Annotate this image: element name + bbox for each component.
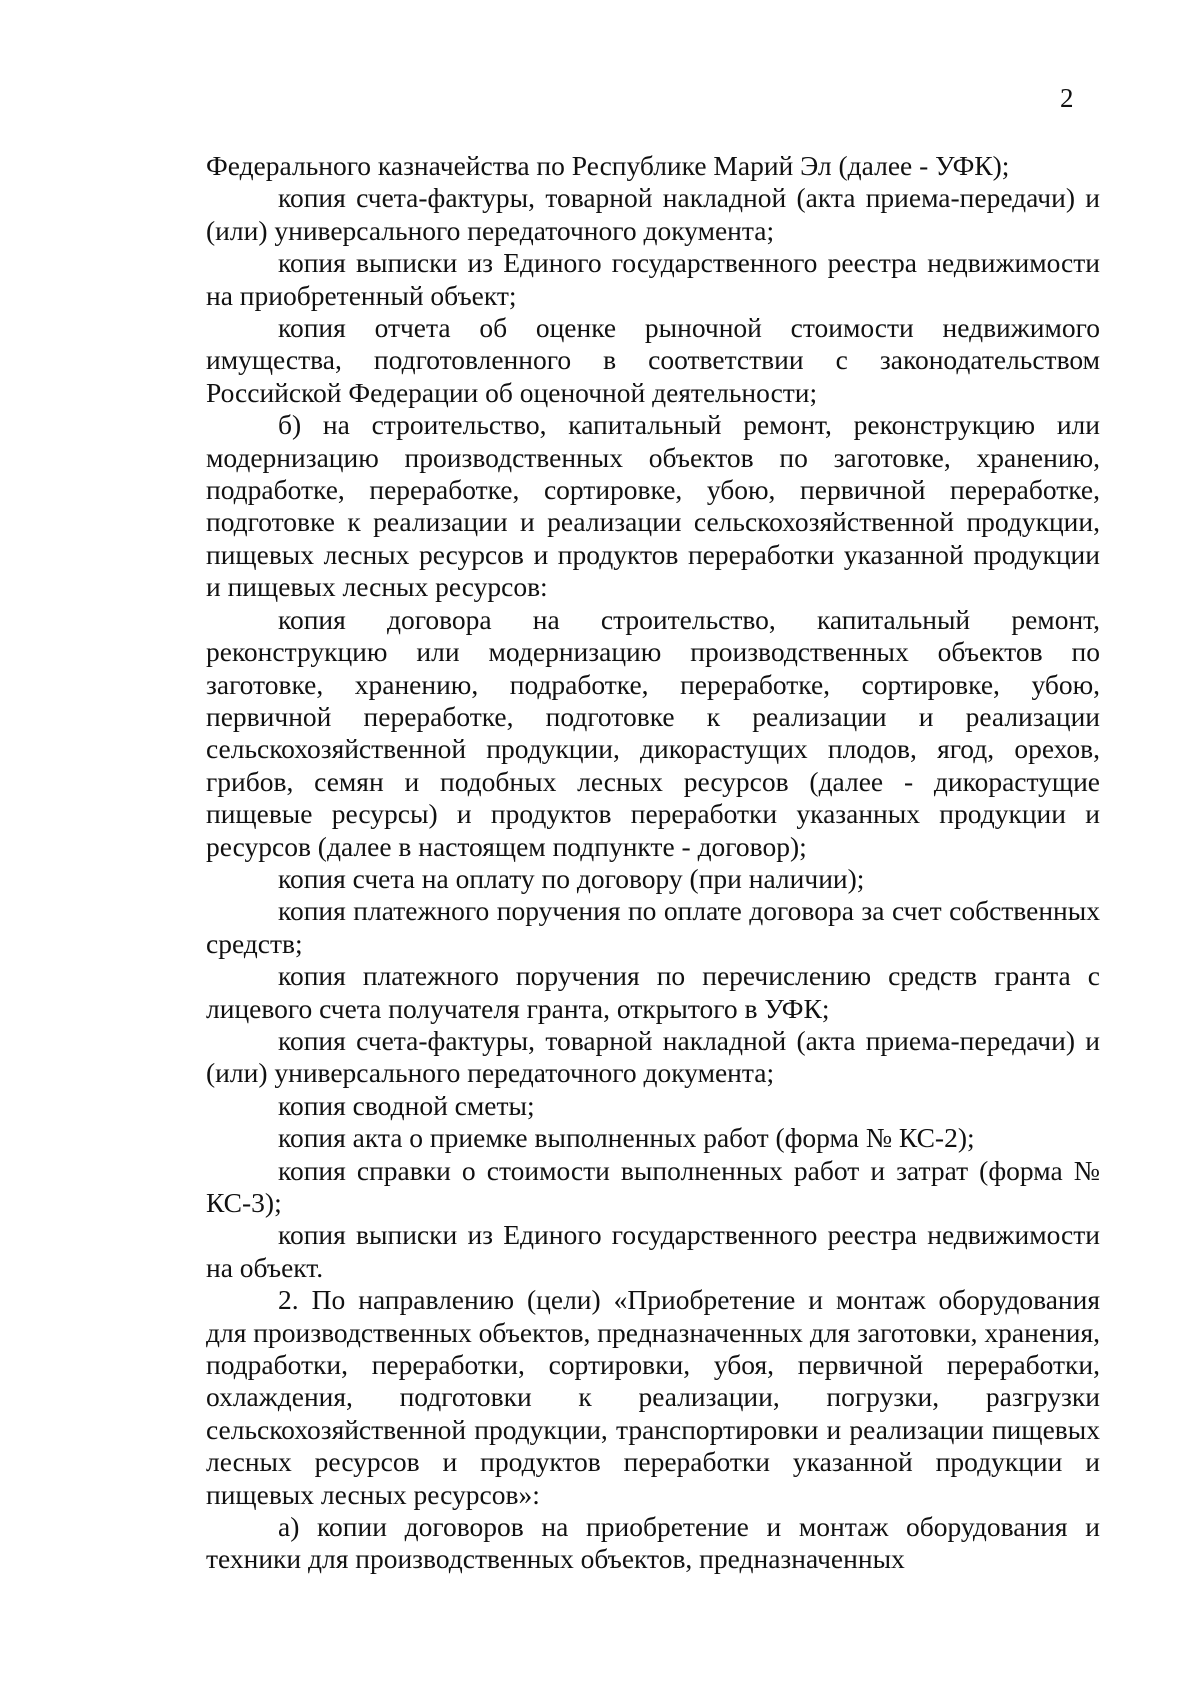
page-number: 2	[1060, 83, 1074, 113]
paragraph-payment-order-grant: копия платежного поручения по перечислению средств гранта с лицевого счета получателя гранта, открытого в УФК;	[206, 960, 1100, 1024]
paragraph-payment-invoice: копия счета на оплату по договору (при наличии);	[278, 862, 865, 894]
paragraph-continuation: Федерального казначейства по Республике Марий Эл (далее - УФК);	[206, 150, 1010, 181]
document-body	[206, 150, 1100, 1576]
paragraph-registry-extract: копия выписки из Единого государственного реестра недвижимости на приобретенный объект;	[206, 247, 1100, 311]
paragraph-subitem-a: а) копии договоров на приобретение и монтаж оборудования и техники для производственных объектов, предназначенных	[206, 1511, 1100, 1575]
paragraph-invoice-copy: копия счета-фактуры, товарной накладной (акта приема-передачи) и (или) универсального передаточного документа;	[206, 182, 1100, 246]
paragraph-summary-estimate: копия сводной сметы;	[278, 1089, 535, 1121]
paragraph-payment-order-own: копия платежного поручения по оплате договора за счет собственных средств;	[206, 895, 1100, 959]
paragraph-ks3: копия справки о стоимости выполненных работ и затрат (форма № КС-3);	[206, 1154, 1100, 1218]
paragraph-ks2: копия акта о приемке выполненных работ (форма № КС-2);	[278, 1122, 975, 1154]
paragraph-subitem-b: б) на строительство, капитальный ремонт, реконструкцию или модернизацию производственных объектов по заготовке, хранению, подработке, переработке, сортировке, убою, первичной переработке, подготовке к реализации и реализации сельскохозяйственной продукции, пищевых лесных ресурсов и продуктов переработки указанной продукции и пищевых лесных ресурсов:	[206, 409, 1100, 603]
paragraph-registry-extract-2: копия выписки из Единого государственного реестра недвижимости на объект.	[206, 1219, 1100, 1283]
paragraph-construction-contract: копия договора на строительство, капитальный ремонт, реконструкцию или модернизацию производственных объектов по заготовке, хранению, подработке, переработке, сортировке, убою, первичной переработке, подготовке к реализации и реализации сельскохозяйственной продукции, дикорастущих плодов, ягод, орехов, грибов, семян и подобных лесных ресурсов (далее - дикорастущие пищевые ресурсы) и продуктов переработки указанных продукции и ресурсов (далее в настоящем подпункте - договор);	[206, 603, 1100, 862]
paragraph-valuation-report: копия отчета об оценке рыночной стоимости недвижимого имущества, подготовленного в соответствии с законодательством Российской Федерации об оценочной деятельности;	[206, 312, 1100, 408]
paragraph-item-2: 2. По направлению (цели) «Приобретение и монтаж оборудования для производственных объектов, предназначенных для заготовки, хранения, подработки, переработки, сортировки, убоя, первичной переработки, охлаждения, подготовки к реализации, погрузки, разгрузки сельскохозяйственной продукции, транспортировки и реализации пищевых лесных ресурсов и продуктов переработки указанной продукции и пищевых лесных ресурсов»:	[206, 1284, 1100, 1510]
paragraph-invoice-copy-2: копия счета-фактуры, товарной накладной (акта приема-передачи) и (или) универсального передаточного документа;	[206, 1024, 1100, 1089]
